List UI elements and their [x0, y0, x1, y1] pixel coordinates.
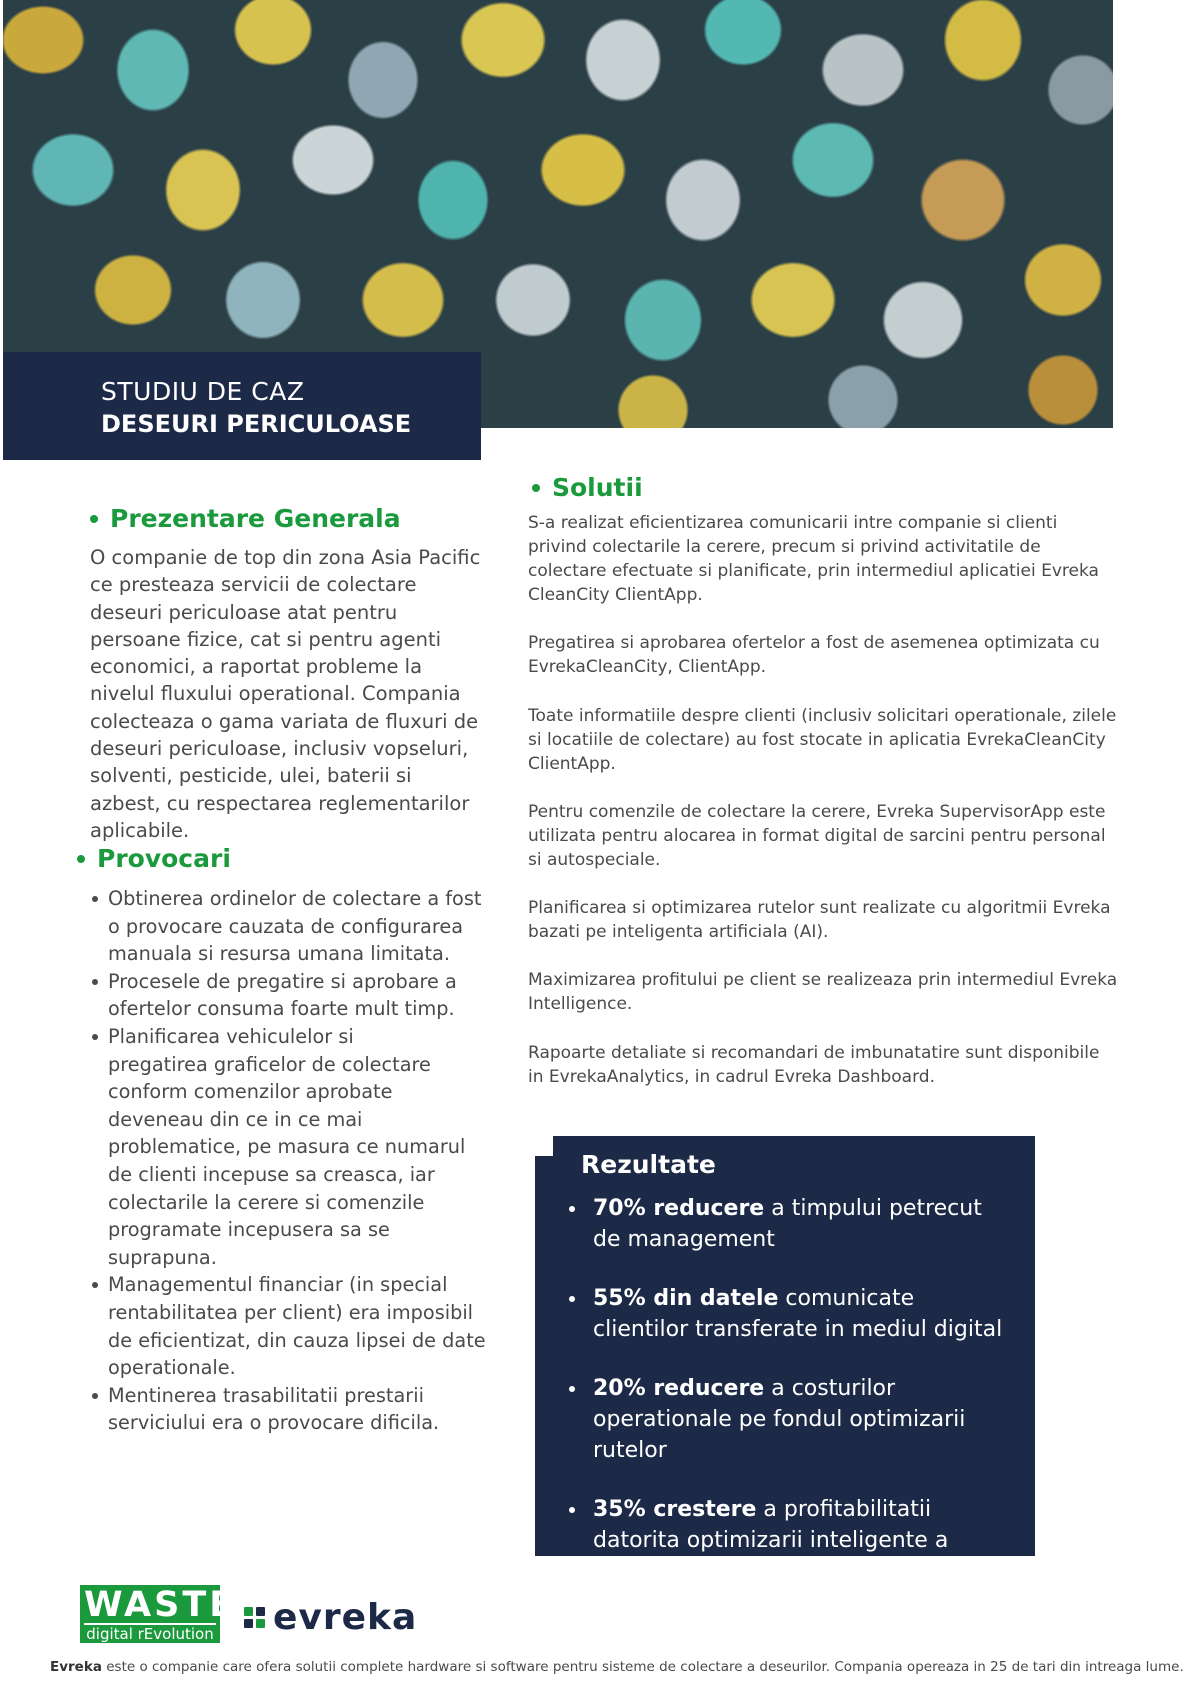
results-corner-notch	[535, 1136, 553, 1156]
solutions-heading	[532, 473, 643, 502]
title-banner	[3, 352, 481, 460]
waste-logo-word: WASTE	[84, 1585, 237, 1625]
bullet-icon	[532, 484, 540, 492]
challenges-heading-label: Provocari	[97, 844, 231, 873]
solution-paragraph: Maximizarea profitului pe client se realizeaza prin intermediul Evreka Intelligence.	[528, 970, 1118, 1015]
result-item	[583, 1373, 1015, 1466]
waste-digital-revolution-logo	[80, 1585, 237, 1643]
result-text: a timpului petrecut de management	[593, 1196, 982, 1252]
list-item: Procesele de pregatire si aprobare a ofertelor consuma foarte mult timp.	[92, 968, 492, 1023]
solution-paragraph: Rapoarte detaliate si recomandari de imbunatatire sunt disponibile in EvrekaAnalytics, in cadrul Evreka Dashboard.	[528, 1042, 1100, 1087]
overview-text: O companie de top din zona Asia Pacific ce presteaza servicii de colectare deseuri periculoase atat pentru persoane fizice, cat si pentru agenti economici, a raportat probleme la nivelul fluxului operational. Compania colecteaza o gama variata de fluxuri de deseuri periculoase, inclusiv vopseluri, solventi, pesticide, ulei, baterii si azbest, cu respectarea reglementarilor aplicabile.	[90, 546, 481, 842]
list-item: Mentinerea trasabilitatii prestarii serviciului era o provocare dificila.	[92, 1382, 492, 1437]
result-text: a profitabilitatii datorita optimizarii inteligente a preturilor	[593, 1497, 949, 1584]
title-line-2: DESEURI PERICULOASE	[101, 410, 412, 438]
results-box	[535, 1136, 1035, 1584]
waste-logo-tagline: digital rEvolution	[86, 1625, 214, 1643]
challenges-list	[92, 885, 492, 1437]
result-highlight: 55% din datele	[593, 1286, 779, 1311]
result-text: a costurilor operationale pe fondul optimizarii rutelor	[593, 1376, 966, 1463]
overview-heading	[90, 504, 401, 533]
evreka-mark-icon	[244, 1607, 265, 1628]
solution-paragraph: S-a realizat eficientizarea comunicarii intre companie si clienti privind colectarile la cerere, precum si privind activitatile de colectare efectuate si planificate, prin intermediul aplicatiei Evreka CleanCity ClientApp.	[528, 513, 1099, 606]
result-item	[583, 1283, 1015, 1345]
evreka-logo-word: evreka	[273, 1597, 418, 1638]
footer-note	[50, 1659, 1184, 1675]
result-item	[583, 1193, 1015, 1255]
result-item	[583, 1494, 1015, 1587]
solution-paragraph: Planificarea si optimizarea rutelor sunt realizate cu algoritmii Evreka bazati pe inteligenta artificiala (AI).	[528, 898, 1111, 943]
overview-heading-label: Prezentare Generala	[110, 504, 401, 533]
challenges-heading	[77, 844, 231, 873]
results-heading: Rezultate	[581, 1150, 716, 1179]
result-highlight: 35% crestere	[593, 1497, 757, 1522]
list-item: Planificarea vehiculelor si pregatirea graficelor de colectare conform comenzilor aprobate deveneau din ce in ce mai problematice, pe masura ce numarul de clienti incepuse sa creasca, iar colectarile la cerere si comenzile programate incepusera sa se suprapuna.	[92, 1023, 492, 1271]
result-highlight: 70% reducere	[593, 1196, 765, 1221]
result-text: comunicate clientilor transferate in mediul digital	[593, 1286, 1003, 1342]
footer-brand: Evreka	[50, 1659, 102, 1675]
result-highlight: 20% reducere	[593, 1376, 765, 1401]
bullet-icon	[77, 855, 85, 863]
list-item: Obtinerea ordinelor de colectare a fost o provocare cauzata de configurarea manuala si resursa umana limitata.	[92, 885, 492, 968]
hero-gap	[480, 428, 1113, 436]
results-list	[583, 1193, 1015, 1587]
bullet-icon	[90, 515, 98, 523]
solution-paragraph: Pentru comenzile de colectare la cerere, Evreka SupervisorApp este utilizata pentru alocarea in format digital de sarcini pentru personal si autospeciale.	[528, 801, 1106, 871]
title-line-1: STUDIU DE CAZ	[101, 377, 305, 406]
solutions-heading-label: Solutii	[552, 473, 643, 502]
list-item: Managementul financiar (in special rentabilitatea per client) era imposibil de eficientizat, din cauza lipsei de date operationale.	[92, 1271, 492, 1381]
solution-paragraph: Toate informatiile despre clienti (inclusiv solicitari operationale, zilele si locatiile de colectare) au fost stocate in aplicatia EvrekaCleanCity ClientApp.	[528, 705, 1117, 774]
hero-margin	[1113, 0, 1191, 428]
solution-paragraph: Pregatirea si aprobarea ofertelor a fost de asemenea optimizata cu EvrekaCleanCity, ClientApp.	[528, 633, 1100, 678]
footer-text: este o companie care ofera solutii complete hardware si software pentru sisteme de colectare a deseurilor. Compania opereaza in 25 de tari din intreaga lume.	[101, 1659, 1184, 1675]
evreka-logo	[244, 1597, 417, 1638]
solutions-section	[528, 511, 1118, 1113]
